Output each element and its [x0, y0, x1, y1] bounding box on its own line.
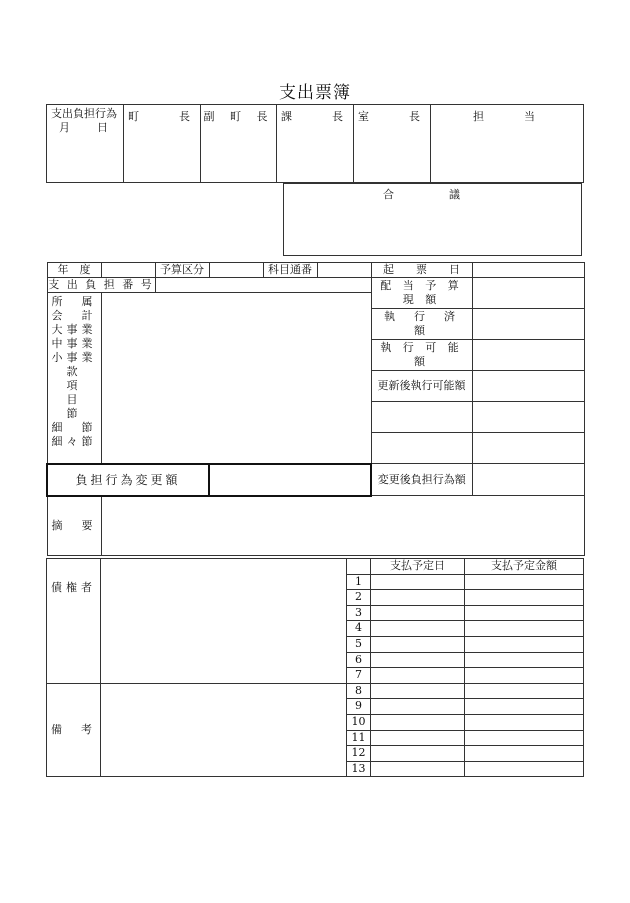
- item-medium-project: 中事業: [51, 337, 97, 350]
- payment-amount-field[interactable]: [465, 683, 584, 699]
- row-number: 5: [347, 636, 371, 652]
- blank-field-2[interactable]: [472, 433, 584, 464]
- item-large-project: 大事業: [51, 323, 97, 336]
- payment-amount-field[interactable]: [465, 699, 584, 715]
- payment-amount-header: 支払予定金額: [465, 559, 584, 575]
- account-number-field[interactable]: [317, 263, 371, 278]
- payment-date-field[interactable]: [371, 636, 465, 652]
- payment-date-field[interactable]: [371, 699, 465, 715]
- blank-label-1[interactable]: [371, 402, 472, 433]
- person-in-charge-stamp-cell[interactable]: 担 当: [431, 105, 584, 183]
- burden-number-field[interactable]: [155, 278, 371, 293]
- allocated-budget-label: 配 当 予 算 現 額: [371, 278, 472, 309]
- payment-amount-field[interactable]: [465, 605, 584, 621]
- row-number: 11: [347, 730, 371, 746]
- section-chief-stamp-cell[interactable]: 課 長: [277, 105, 354, 183]
- item-sai-setsu: 細 節: [51, 421, 97, 434]
- payment-amount-field[interactable]: [465, 746, 584, 762]
- executable-amount-label: 執 行 可 能 額: [371, 340, 472, 371]
- item-kou: 項: [66, 379, 82, 392]
- payment-date-field[interactable]: [371, 683, 465, 699]
- budget-category-field[interactable]: [209, 263, 263, 278]
- row-number: 4: [347, 621, 371, 637]
- payment-date-field[interactable]: [371, 652, 465, 668]
- payment-amount-field[interactable]: [465, 761, 584, 777]
- consultation-label: 合 議: [383, 188, 482, 201]
- office-chief-stamp-cell[interactable]: 室 長: [354, 105, 431, 183]
- row-number: 8: [347, 683, 371, 699]
- row-number: 7: [347, 668, 371, 684]
- form-title: 支出票簿: [279, 83, 351, 103]
- payment-date-field[interactable]: [371, 730, 465, 746]
- payment-amount-field[interactable]: [465, 574, 584, 590]
- row-number: 6: [347, 652, 371, 668]
- budget-category-label: 予算区分: [155, 263, 209, 278]
- payment-amount-field[interactable]: [465, 714, 584, 730]
- deputy-mayor-stamp-cell[interactable]: 副 町 長: [201, 105, 277, 183]
- month-day-label: 月 日: [59, 121, 116, 134]
- creditor-label: 債権者: [47, 559, 101, 684]
- payment-amount-field[interactable]: [465, 621, 584, 637]
- creditor-field[interactable]: [101, 559, 347, 684]
- item-saisai-setsu: 細々節: [51, 435, 97, 448]
- classification-labels: [47, 293, 101, 464]
- burden-number-label: 支 出 負 担 番 号: [48, 278, 154, 291]
- account-number-label: 科目通番: [263, 263, 317, 278]
- burden-date-label: 支出負担行為: [51, 107, 117, 120]
- row-number: 12: [347, 746, 371, 762]
- item-kan: 款: [66, 365, 82, 378]
- row-number: 9: [347, 699, 371, 715]
- burden-change-field[interactable]: [209, 464, 371, 496]
- consultation-box[interactable]: [283, 183, 582, 256]
- payment-amount-field[interactable]: [465, 730, 584, 746]
- blank-field-1[interactable]: [472, 402, 584, 433]
- burden-date-cell[interactable]: [47, 105, 124, 183]
- payment-date-field[interactable]: [371, 761, 465, 777]
- row-number-header: [347, 559, 371, 575]
- payment-date-field[interactable]: [371, 621, 465, 637]
- payment-date-field[interactable]: [371, 605, 465, 621]
- item-moku: 目: [66, 393, 82, 406]
- summary-field[interactable]: [101, 496, 584, 556]
- summary-label: 摘 要: [47, 496, 101, 556]
- after-change-burden-field[interactable]: [472, 464, 584, 496]
- mayor-stamp-cell[interactable]: 町 長: [124, 105, 201, 183]
- item-affiliation: 所 属: [51, 295, 97, 308]
- row-number: 2: [347, 590, 371, 606]
- issue-date-label: 起 票 日: [371, 263, 472, 278]
- fiscal-year-label: 年 度: [47, 263, 101, 278]
- approval-stamp-table: [46, 104, 584, 183]
- item-accounting: 会 計: [51, 309, 97, 322]
- remarks-field[interactable]: [101, 683, 347, 777]
- updated-executable-field[interactable]: [472, 371, 584, 402]
- row-number: 10: [347, 714, 371, 730]
- payment-date-header: 支払予定日: [371, 559, 465, 575]
- payment-date-field[interactable]: [371, 590, 465, 606]
- item-small-project: 小事業: [51, 351, 97, 364]
- fiscal-year-field[interactable]: [101, 263, 155, 278]
- executable-amount-field[interactable]: [472, 340, 584, 371]
- payment-date-field[interactable]: [371, 574, 465, 590]
- blank-label-2[interactable]: [371, 433, 472, 464]
- allocated-budget-field[interactable]: [472, 278, 584, 309]
- burden-change-label: 負担行為変更額: [47, 464, 209, 496]
- payment-amount-field[interactable]: [465, 590, 584, 606]
- row-number: 1: [347, 574, 371, 590]
- row-number: 3: [347, 605, 371, 621]
- row-number: 13: [347, 761, 371, 777]
- issue-date-field[interactable]: [472, 263, 584, 278]
- payment-amount-field[interactable]: [465, 668, 584, 684]
- main-info-table: [46, 262, 585, 556]
- payment-amount-field[interactable]: [465, 636, 584, 652]
- payment-schedule-table: [46, 558, 584, 777]
- executed-amount-field[interactable]: [472, 309, 584, 340]
- item-setsu: 節: [66, 407, 82, 420]
- classification-field[interactable]: [101, 293, 371, 464]
- payment-date-field[interactable]: [371, 668, 465, 684]
- executed-amount-label: 執 行 済 額: [371, 309, 472, 340]
- payment-amount-field[interactable]: [465, 652, 584, 668]
- remarks-label: 備 考: [47, 683, 101, 777]
- payment-date-field[interactable]: [371, 746, 465, 762]
- payment-date-field[interactable]: [371, 714, 465, 730]
- updated-executable-label: 更新後執行可能額: [371, 371, 472, 402]
- after-change-burden-label: 変更後負担行為額: [371, 464, 472, 496]
